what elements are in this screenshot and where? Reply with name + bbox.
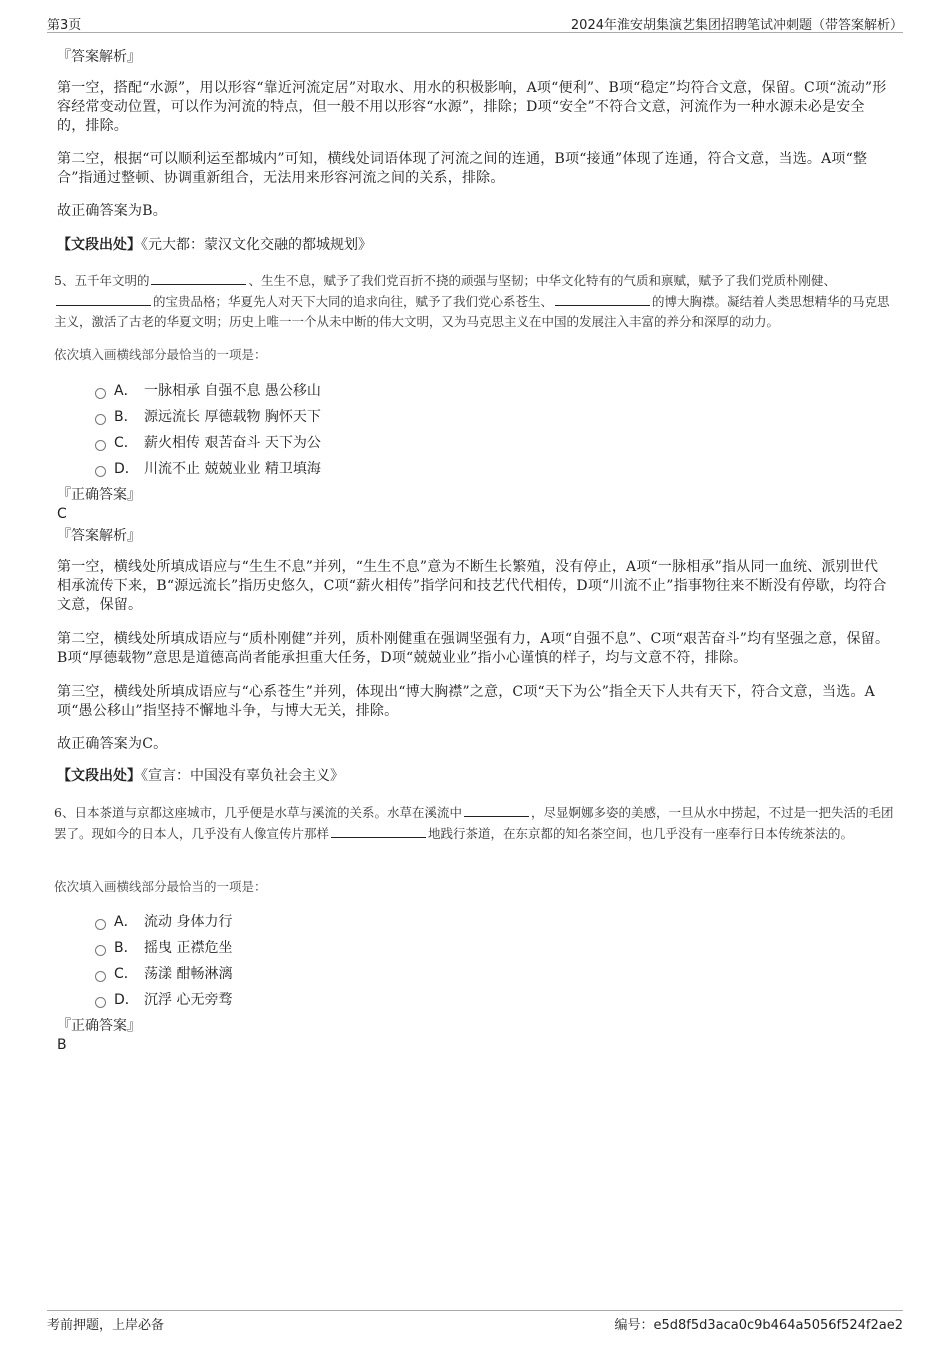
answer-blank	[331, 823, 426, 838]
q6-correct-label: 『正确答案』	[57, 1018, 141, 1034]
document-code: 编号：e5d8f5d3aca0c9b464a5056f524f2ae2	[614, 1318, 903, 1333]
q4-analysis-p1: 第一空，搭配“水源”，用以形容“靠近河流定居”对取水、用水的积极影响，A项“便利”、B项“稳定”均符合文意，保留。C项“流动”形容经常变动位置，可以作为河流的特点，但一般不用以形容“水源”，排除；D项“安全”不符合文意，河流作为一种水源未必是安全的，排除。	[57, 80, 887, 134]
q4-conclusion: 故正确答案为B。	[57, 203, 167, 219]
page-header	[47, 14, 903, 33]
q6-prompt: 依次填入画横线部分最恰当的一项是：	[54, 879, 267, 894]
q5-analysis-p2: 第二空，横线处所填成语应与“质朴刚健”并列，质朴刚健重在强调坚强有力，A项“自强不息”、C项“艰苦奋斗”均有坚强之意，保留。B项“厚德载物”意思是道德高尚者能承担重大任务，D项“兢兢业业”指小心谨慎的样子，均与文意不符，排除。	[57, 631, 890, 666]
option-d[interactable]: D． 沉浮 心无旁骛	[95, 986, 232, 1012]
option-c[interactable]: C． 薪火相传 艰苦奋斗 天下为公	[95, 429, 321, 455]
source-title: 《元大都：蒙汉文化交融的都城规划》	[141, 237, 372, 253]
q5-answer: C	[57, 506, 67, 522]
radio-icon[interactable]	[95, 971, 106, 982]
answer-blank	[555, 291, 650, 306]
q5-analysis-p3: 第三空，横线处所填成语应与“心系苍生”并列，体现出“博大胸襟”之意，C项“天下为公”指全天下人共有天下，符合文意，当选。A项“愚公移山”指坚持不懈地斗争，与博大无关，排除。	[57, 684, 875, 719]
option-a[interactable]: A． 一脉相承 自强不息 愚公移山	[95, 377, 321, 403]
q5-analysis-p1: 第一空，横线处所填成语应与“生生不息”并列，“生生不息”意为不断生长繁殖，没有停止，A项“一脉相承”指从同一血统、派别世代相承流传下来，B“源远流长”指历史悠久，C项“薪火相传”指学问和技艺代代相传，D项“川流不止”指事物往来不断没有停歇，均符合文意，保留。	[57, 559, 887, 613]
radio-icon[interactable]	[95, 997, 106, 1008]
radio-icon[interactable]	[95, 466, 106, 477]
q6-answer: B	[57, 1037, 67, 1053]
answer-blank	[56, 291, 151, 306]
q6-question: 6、日本茶道与京都这座城市，几乎便是水草与溪流的关系。水草在溪流中 ，尽显婀娜多姿的美感，一旦从水中捞起，不过是一把失活的毛团罢了。现如今的日本人，几乎没有人像宣传片那样 地践行茶道，在东京都的知名茶空间，也几乎没有一座奉行日本传统茶法的。	[54, 802, 896, 844]
q5-correct-label: 『正确答案』	[57, 487, 141, 503]
q5-question: 5、五千年文明的 、生生不息，赋予了我们党百折不挠的顽强与坚韧；中华文化特有的气质和禀赋，赋予了我们党质朴刚健、的宝贵品格；华夏先人对天下大同的追求向往，赋予了我们党心系苍生、 的博大胸襟。凝结着人类思想精华的马克思主义，激活了古老的华夏文明；历史上唯一一个从未中断的伟大文明，又为马克思主义在中国的发展注入丰富的养分和深厚的动力。	[54, 270, 896, 332]
q5-source	[57, 766, 892, 786]
answer-blank	[464, 802, 529, 817]
radio-icon[interactable]	[95, 388, 106, 399]
answer-blank	[151, 270, 246, 285]
q5-conclusion: 故正确答案为C。	[57, 736, 168, 752]
option-b[interactable]: B． 源远流长 厚德载物 胸怀天下	[95, 403, 321, 429]
radio-icon[interactable]	[95, 945, 106, 956]
q5-prompt: 依次填入画横线部分最恰当的一项是：	[54, 347, 267, 362]
q4-source	[57, 235, 892, 255]
radio-icon[interactable]	[95, 440, 106, 451]
source-tag: 【文段出处】	[57, 237, 141, 253]
option-c[interactable]: C． 荡漾 酣畅淋漓	[95, 960, 232, 986]
footer-slogan: 考前押题，上岸必备	[47, 1318, 165, 1333]
q4-analysis-label: 『答案解析』	[57, 49, 141, 65]
q4-analysis-p2: 第二空，根据“可以顺利运至都城内”可知，横线处词语体现了河流之间的连通，B项“接通”体现了连通，符合文意，当选。A项“整合”指通过整顿、协调重新组合，无法用来形容河流之间的关系，排除。	[57, 151, 868, 186]
page-footer	[47, 1310, 903, 1333]
option-b[interactable]: B． 摇曳 正襟危坐	[95, 934, 232, 960]
source-tag: 【文段出处】	[57, 768, 141, 784]
radio-icon[interactable]	[95, 414, 106, 425]
option-d[interactable]: D． 川流不止 兢兢业业 精卫填海	[95, 455, 321, 481]
radio-icon[interactable]	[95, 919, 106, 930]
document-title: 2024年淮安胡集演艺集团招聘笔试冲刺题（带答案解析）	[570, 18, 903, 33]
option-a[interactable]: A． 流动 身体力行	[95, 908, 232, 934]
q6-options	[95, 908, 232, 1012]
q5-options	[95, 377, 321, 481]
q5-analysis-label: 『答案解析』	[57, 528, 141, 544]
source-title: 《宣言：中国没有辜负社会主义》	[141, 768, 344, 784]
page-number: 第3页	[47, 18, 82, 33]
